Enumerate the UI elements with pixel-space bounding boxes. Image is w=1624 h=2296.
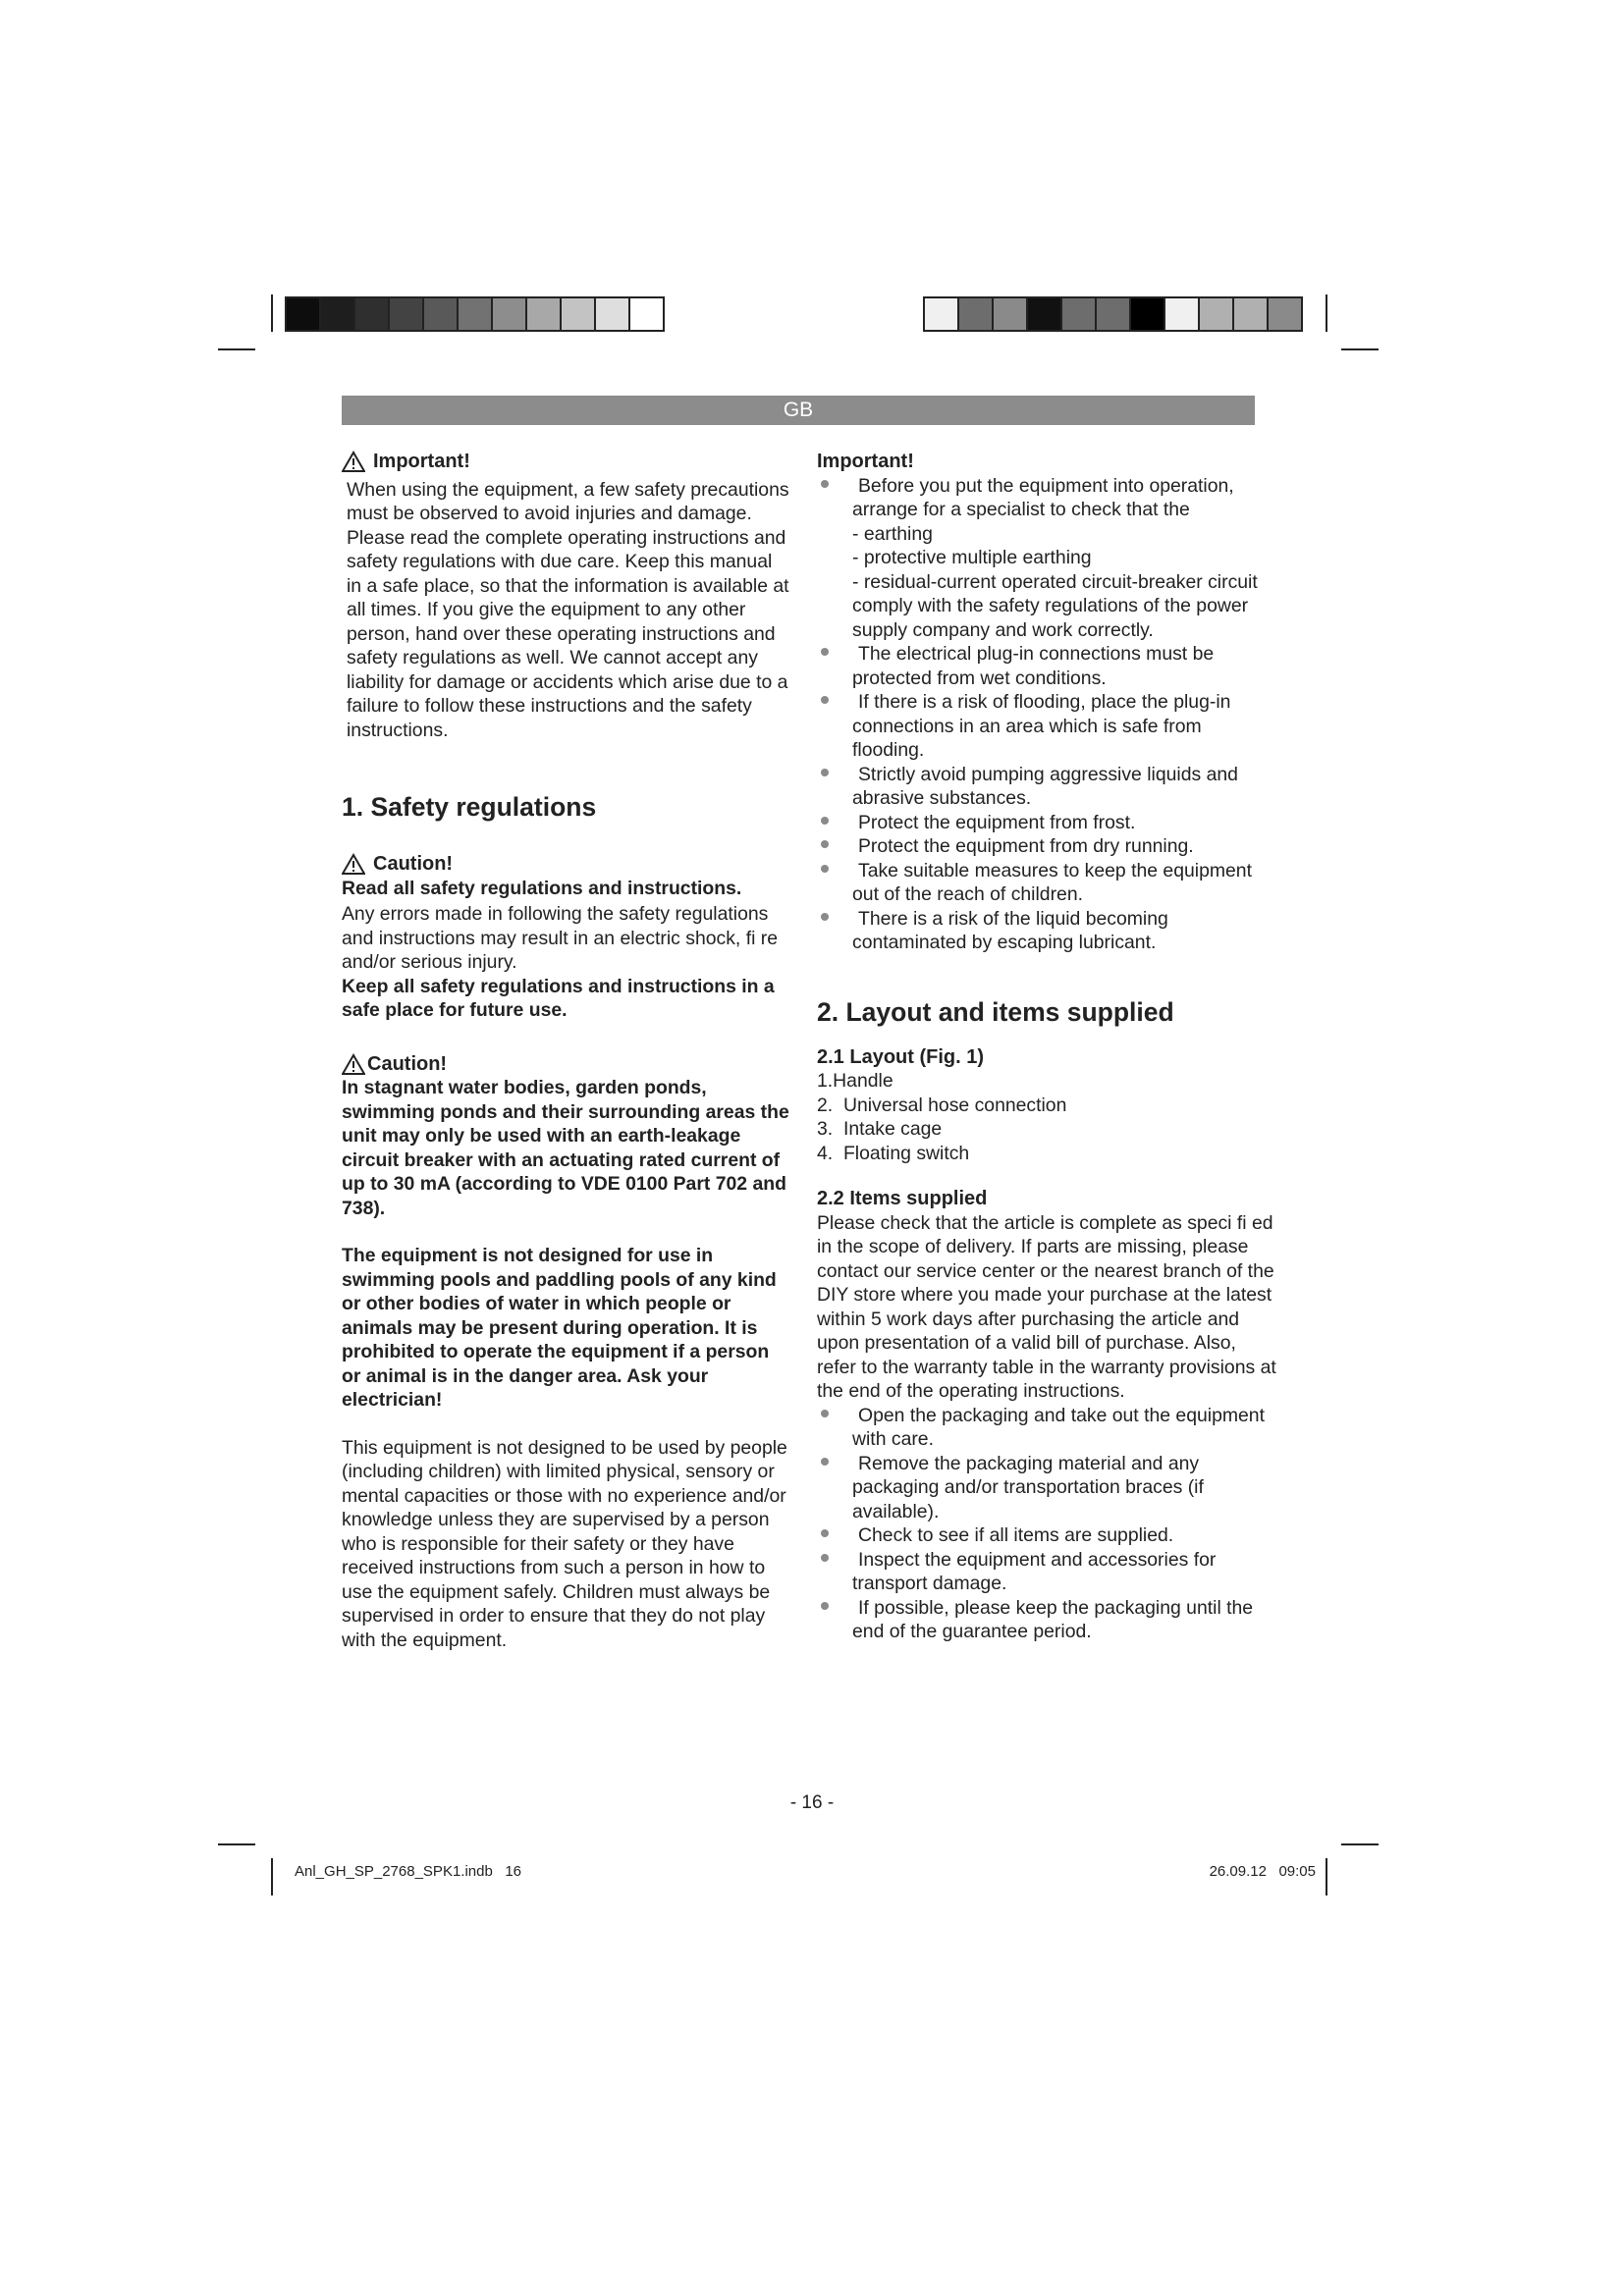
safety-bullet-list xyxy=(817,642,1278,955)
important-text: When using the equipment, a few safety precautions must be observed to avoid injuries and damage. Please read the complete operating instructions and safety regulations with due care. Keep this manual in a safe place, so that the information is available at all times. If you give the equipment to any other person, hand over these operating instructions and safety regulations as well. We cannot accept any liability for damage or accidents which arise due to a failure to follow these instructions and the safety instructions. xyxy=(347,478,789,741)
caution-1-bold: Read all safety regulations and instructions. xyxy=(342,877,742,899)
important-bullet-list xyxy=(817,474,1278,522)
bullet-text: Take suitable measures to keep the equipment out of the reach of children. xyxy=(852,859,1252,905)
calibration-swatch xyxy=(355,298,390,330)
calibration-swatch xyxy=(1200,298,1234,330)
crop-mark-top-right-vertical xyxy=(1326,294,1327,332)
calibration-swatch xyxy=(1062,298,1097,330)
caution-title-2: Caution! xyxy=(367,1052,448,1075)
items-bullet-list xyxy=(817,1404,1278,1644)
crop-mark-bottom-left-horizontal xyxy=(218,1843,255,1845)
bullet-text: Strictly avoid pumping aggressive liquids and abrasive substances. xyxy=(852,763,1238,809)
bullet-text: Remove the packaging material and any packaging and/or transportation braces (if available). xyxy=(852,1452,1204,1522)
calibration-swatch xyxy=(1234,298,1269,330)
caution-heading-2 xyxy=(342,1052,791,1077)
sub-line: - protective multiple earthing xyxy=(852,547,1092,568)
calibration-strip-right xyxy=(923,296,1303,332)
calibration-swatch xyxy=(1028,298,1062,330)
layout-item: 2. Universal hose connection xyxy=(817,1094,1067,1116)
not-designed-warning: The equipment is not designed for use in swimming pools and paddling pools of any kind or other bodies of water in which people or animals may be present during operation. It is prohibited to operate the equipment if a person or animal is in the danger area. Ask your electrician! xyxy=(342,1245,777,1411)
calibration-swatch xyxy=(1097,298,1131,330)
calibration-swatch xyxy=(493,298,527,330)
bullet-text: There is a risk of the liquid becoming contaminated by escaping lubricant. xyxy=(852,907,1168,953)
bullet-dot xyxy=(821,769,829,776)
calibration-swatch xyxy=(287,298,321,330)
bullet-dot xyxy=(821,817,829,825)
calibration-swatch xyxy=(959,298,994,330)
list-item xyxy=(817,1452,1278,1524)
list-item xyxy=(817,834,1278,859)
list-item xyxy=(817,642,1278,690)
layout-title: 2.1 Layout (Fig. 1) xyxy=(817,1045,985,1068)
bullet-text: Protect the equipment from frost. xyxy=(858,811,1136,833)
calibration-swatch xyxy=(390,298,424,330)
warning-icon xyxy=(342,1053,365,1075)
bullet-dot xyxy=(821,648,829,656)
calibration-swatch xyxy=(527,298,562,330)
caution-title-1: Caution! xyxy=(373,853,454,875)
bullet-dot xyxy=(821,696,829,704)
caution-1-bold-2: Keep all safety regulations and instructions in a safe place for future use. xyxy=(342,975,775,1021)
caution-2-bold: In stagnant water bodies, garden ponds, swimming ponds and their surrounding areas the unit may only be used with an earth-leakage circuit breaker with an actuating rated current of up to 30 mA (according to VDE 0100 Part 702 and 738). xyxy=(342,1077,789,1219)
list-item xyxy=(817,474,1278,522)
children-notice: This equipment is not designed to be used by people (including children) with limited physical, sensory or mental capacities or those with no experience and/or knowledge unless they are supervised by a person who is responsible for their safety or they have received instructions from such a person in how to use the equipment safely. Children must always be supervised in order to ensure that they do not play with the equipment. xyxy=(342,1436,787,1651)
bullet-dot xyxy=(821,840,829,848)
calibration-swatch xyxy=(994,298,1028,330)
list-item xyxy=(817,811,1278,835)
calibration-swatch xyxy=(562,298,596,330)
layout-list xyxy=(817,1069,1278,1165)
caution-1-text: Any errors made in following the safety regulations and instructions may result in an electric shock, fi re and/or serious injury. xyxy=(342,903,779,973)
list-item xyxy=(817,690,1278,763)
calibration-swatch xyxy=(630,298,663,330)
crop-mark-bottom-left-vertical xyxy=(271,1858,273,1896)
right-column xyxy=(817,450,1278,1644)
bullet-text: If possible, please keep the packaging until the end of the guarantee period. xyxy=(852,1596,1254,1642)
file-slug: Anl_GH_SP_2768_SPK1.indb 16 xyxy=(295,1863,521,1880)
calibration-swatch xyxy=(1165,298,1200,330)
bullet-text: Check to see if all items are supplied. xyxy=(858,1524,1174,1546)
items-supplied-title: 2.2 Items supplied xyxy=(817,1188,988,1209)
important-title: Important! xyxy=(373,451,470,472)
calibration-swatch xyxy=(1269,298,1301,330)
list-item xyxy=(817,859,1278,907)
crop-mark-bottom-right-horizontal xyxy=(1341,1843,1379,1845)
list-item xyxy=(817,1404,1278,1452)
important-title-right: Important! xyxy=(817,451,914,472)
page-number: - 16 - xyxy=(789,1792,835,1813)
warning-icon xyxy=(342,853,365,875)
calibration-strip-left xyxy=(285,296,665,332)
layout-item: 3. Intake cage xyxy=(817,1118,943,1140)
list-item xyxy=(817,1523,1278,1548)
calibration-swatch xyxy=(321,298,355,330)
layout-item: 4. Floating switch xyxy=(817,1142,970,1164)
date-slug: 26.09.12 09:05 xyxy=(1209,1863,1316,1880)
bullet-text: The electrical plug-in connections must be protected from wet conditions. xyxy=(852,643,1215,689)
bullet-dot xyxy=(821,480,829,488)
bullet-dot xyxy=(821,865,829,873)
warning-icon xyxy=(342,451,365,472)
crop-mark-top-left-horizontal xyxy=(218,348,255,350)
list-item xyxy=(817,1596,1278,1644)
calibration-swatch xyxy=(596,298,630,330)
crop-mark-top-right-horizontal xyxy=(1341,348,1379,350)
bullet-dot xyxy=(821,1602,829,1610)
sub-line: comply with the safety regulations of the power supply company and work correctly. xyxy=(852,595,1249,641)
caution-heading-1 xyxy=(342,852,791,877)
calibration-swatch xyxy=(459,298,493,330)
list-item xyxy=(817,763,1278,811)
left-column xyxy=(342,450,791,1652)
section-1-title: 1. Safety regulations xyxy=(342,792,597,822)
crop-mark-bottom-right-vertical xyxy=(1326,1858,1327,1896)
bullet-text: Open the packaging and take out the equipment with care. xyxy=(852,1404,1265,1450)
layout-item: 1.Handle xyxy=(817,1070,893,1092)
bullet-text: Before you put the equipment into operation, arrange for a specialist to check that the xyxy=(852,474,1234,520)
bullet-dot xyxy=(821,1529,829,1537)
calibration-swatch xyxy=(925,298,959,330)
list-item xyxy=(817,1548,1278,1596)
list-item xyxy=(817,907,1278,955)
calibration-swatch xyxy=(1131,298,1165,330)
important-heading xyxy=(342,450,791,474)
sub-line: - residual-current operated circuit-breaker circuit xyxy=(852,570,1258,593)
bullet-dot xyxy=(821,1554,829,1562)
bullet-text: If there is a risk of flooding, place the plug-in connections in an area which is safe from flooding. xyxy=(852,691,1231,761)
bullet-dot xyxy=(821,1458,829,1466)
sub-line: - earthing xyxy=(852,522,933,545)
section-2-title: 2. Layout and items supplied xyxy=(817,996,1174,1027)
items-supplied-text: Please check that the article is complete as speci fi ed in the scope of delivery. If parts are missing, please contact our service center or the nearest branch of the DIY store where you made your purchase at the latest within 5 work days after purchasing the article and upon presentation of a valid bill of purchase. Also, refer to the warranty table in the warranty provisions at the end of the operating instructions. xyxy=(817,1211,1276,1402)
calibration-swatch xyxy=(424,298,459,330)
language-bar: GB xyxy=(342,396,1255,425)
bullet-dot xyxy=(821,913,829,921)
crop-mark-top-left-vertical xyxy=(271,294,273,332)
bullet-text: Inspect the equipment and accessories for transport damage. xyxy=(852,1548,1217,1594)
bullet-text: Protect the equipment from dry running. xyxy=(858,835,1194,857)
bullet-dot xyxy=(821,1410,829,1417)
